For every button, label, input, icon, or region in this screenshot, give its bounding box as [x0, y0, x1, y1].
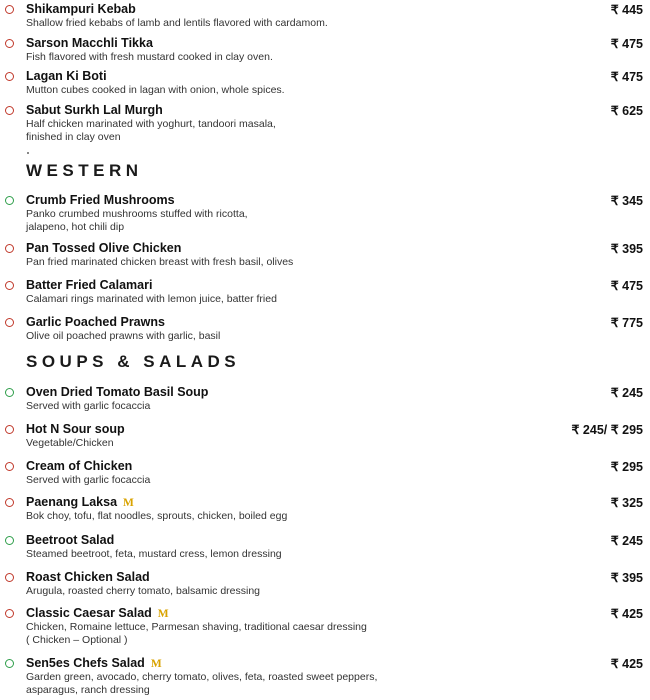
- item-description: Fish flavored with fresh mustard cooked in clay oven.: [26, 51, 273, 63]
- item-price: ₹ 475: [610, 37, 643, 51]
- nonveg-icon: [5, 609, 14, 618]
- nonveg-icon: [5, 106, 14, 115]
- section-title-soups-salads: SOUPS & SALADS: [26, 352, 241, 371]
- item-description: Vegetable/Chicken: [26, 437, 114, 449]
- item-name: Sabut Surkh Lal Murgh: [26, 103, 163, 117]
- item-price: ₹ 775: [610, 316, 643, 330]
- item-name: Pan Tossed Olive Chicken: [26, 241, 182, 255]
- item-price: ₹ 295: [610, 460, 643, 474]
- item-description: Garden green, avocado, cherry tomato, olives, feta, roasted sweet peppers, asparagus, ranch dressing: [26, 671, 378, 696]
- item-description: Arugula, roasted cherry tomato, balsamic dressing: [26, 585, 261, 597]
- signature-badge: M: [123, 497, 134, 509]
- item-price: ₹ 245: [610, 534, 643, 548]
- nonveg-icon: [5, 498, 14, 507]
- item-name: Paenang Laksa M: [26, 495, 134, 509]
- item-description: Half chicken marinated with yoghurt, tandoori masala, finished in clay oven: [26, 118, 276, 143]
- signature-badge: M: [150, 658, 162, 670]
- item-price: ₹ 425: [610, 607, 643, 621]
- item-description: Pan fried marinated chicken breast with fresh basil, olives: [26, 256, 294, 268]
- nonveg-icon: [5, 281, 14, 290]
- item-price: ₹ 245: [610, 386, 643, 400]
- item-price: ₹ 395: [610, 242, 643, 256]
- nonveg-icon: [5, 72, 14, 81]
- item-name: Cream of Chicken: [26, 459, 133, 473]
- item-price: ₹ 245/ ₹ 295: [571, 423, 643, 437]
- item-price: ₹ 345: [610, 194, 643, 208]
- separator-dot: [27, 152, 29, 154]
- item-name: Garlic Poached Prawns: [26, 315, 165, 329]
- item-description: Steamed beetroot, feta, mustard cress, lemon dressing: [26, 548, 282, 560]
- veg-icon: [5, 659, 14, 668]
- veg-icon: [5, 388, 14, 397]
- item-name: Lagan Ki Boti: [26, 69, 107, 83]
- item-description: Mutton cubes cooked in lagan with onion, whole spices.: [26, 84, 285, 96]
- item-price: ₹ 325: [610, 496, 643, 510]
- veg-icon: [5, 196, 14, 205]
- item-description: Olive oil poached prawns with garlic, basil: [26, 330, 221, 342]
- item-description: Chicken, Romaine lettuce, Parmesan shaving, traditional caesar dressing ( Chicken – Optional ): [26, 621, 367, 646]
- section-title-western: WESTERN: [26, 161, 143, 180]
- nonveg-icon: [5, 5, 14, 14]
- item-description: Served with garlic focaccia: [26, 400, 151, 412]
- item-description: Panko crumbed mushrooms stuffed with ricotta, jalapeno, hot chili dip: [26, 208, 248, 233]
- nonveg-icon: [5, 425, 14, 434]
- item-name: Sarson Macchli Tikka: [26, 36, 153, 50]
- item-price: ₹ 475: [610, 70, 643, 84]
- nonveg-icon: [5, 39, 14, 48]
- nonveg-icon: [5, 244, 14, 253]
- item-description: Calamari rings marinated with lemon juice, batter fried: [26, 293, 277, 305]
- item-name: Batter Fried Calamari: [26, 278, 153, 292]
- item-description: Served with garlic focaccia: [26, 474, 151, 486]
- item-price: ₹ 625: [610, 104, 643, 118]
- item-name: Classic Caesar Salad M: [26, 606, 169, 620]
- nonveg-icon: [5, 573, 14, 582]
- item-description: Shallow fried kebabs of lamb and lentils flavored with cardamom.: [26, 17, 328, 29]
- item-price: ₹ 425: [610, 657, 643, 671]
- nonveg-icon: [5, 318, 14, 327]
- item-name: Oven Dried Tomato Basil Soup: [26, 385, 209, 399]
- item-name: Shikampuri Kebab: [26, 2, 136, 16]
- item-name: Crumb Fried Mushrooms: [26, 193, 175, 207]
- item-description: Bok choy, tofu, flat noodles, sprouts, chicken, boiled egg: [26, 510, 288, 522]
- item-name: Roast Chicken Salad: [26, 570, 150, 584]
- item-price: ₹ 395: [610, 571, 643, 585]
- item-price: ₹ 445: [610, 3, 643, 17]
- item-price: ₹ 475: [610, 279, 643, 293]
- signature-badge: M: [157, 608, 169, 620]
- item-name: Sen5es Chefs Salad M: [26, 656, 162, 670]
- nonveg-icon: [5, 462, 14, 471]
- veg-icon: [5, 536, 14, 545]
- item-name: Hot N Sour soup: [26, 422, 125, 436]
- item-name: Beetroot Salad: [26, 533, 115, 547]
